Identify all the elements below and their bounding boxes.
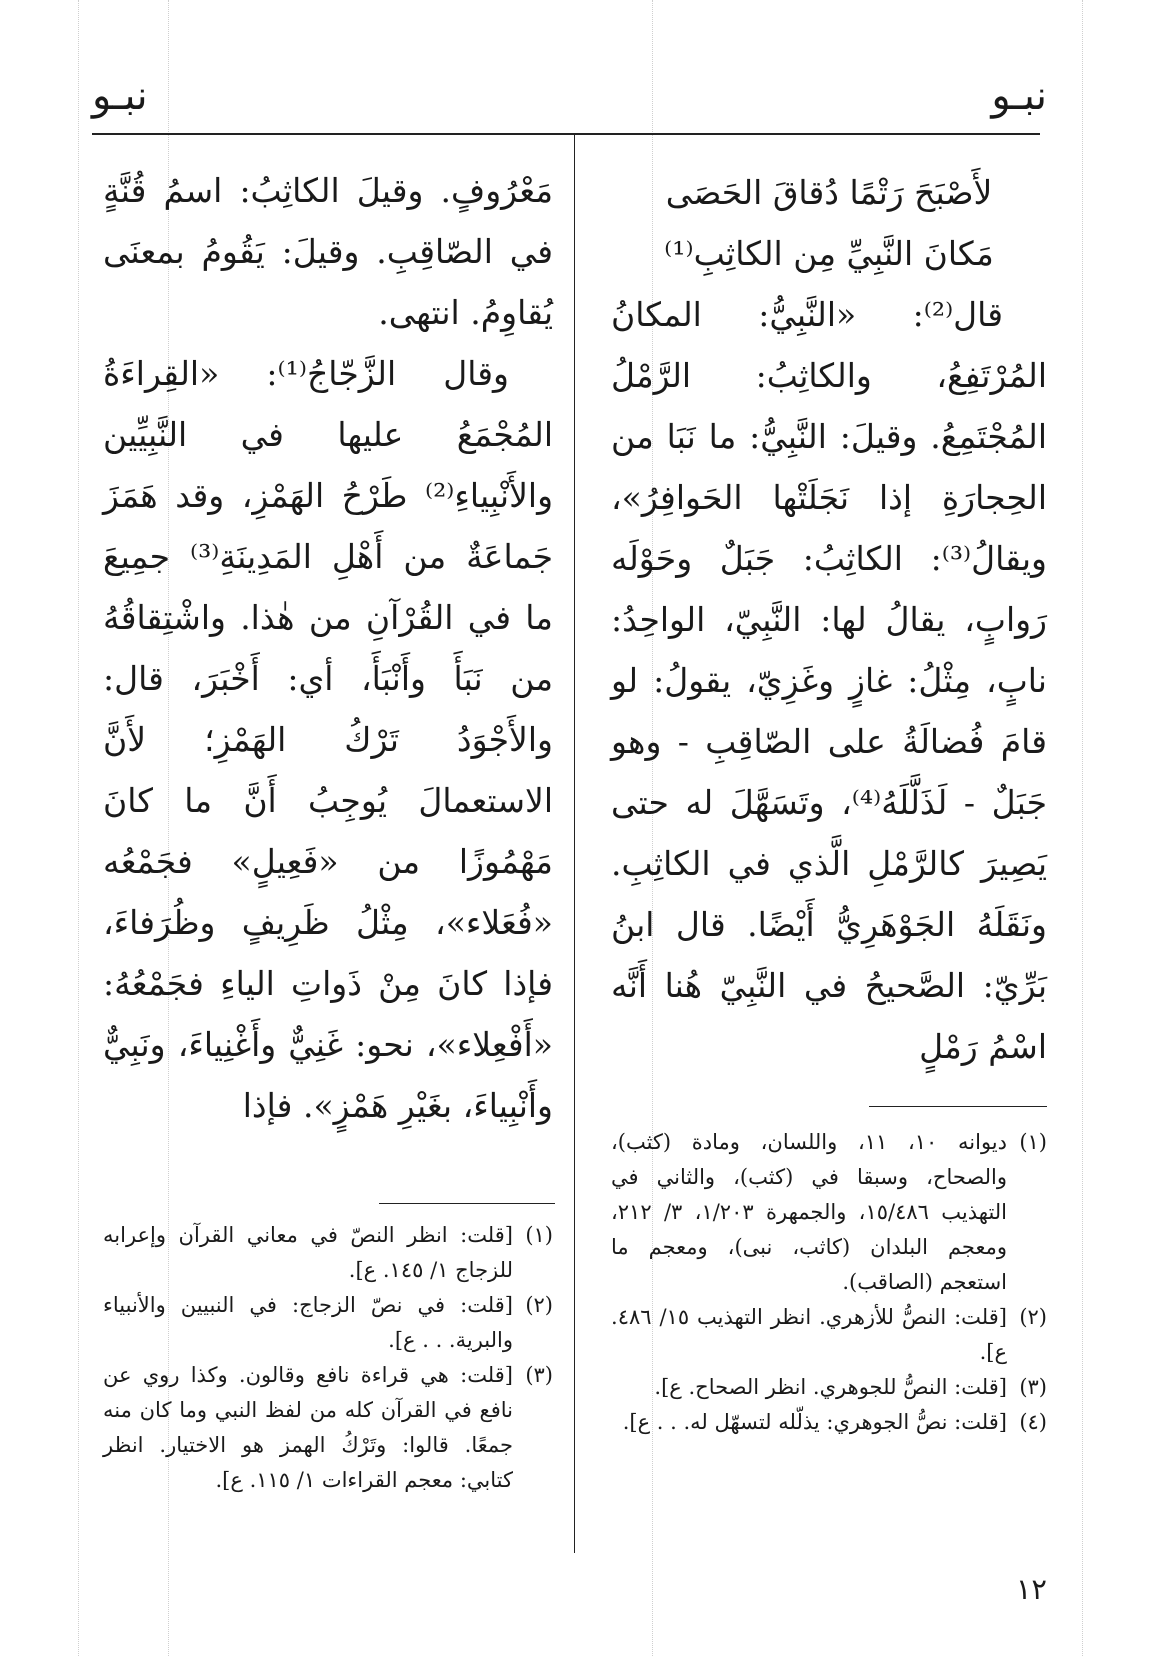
footnote [611, 1405, 1047, 1440]
body-paragraph: وقال الزَّجّاجُ⁽¹⁾: «القِراءَةُ المُجْمَعُ عليها في النَّبِيِّين والأَنْبِياءِ⁽²⁾ طَرْحُ الهَمْزِ، وقد هَمَزَ جَماعَةٌ من أَهْلِ المَدِينَةِ⁽³⁾ جمِيعَ ما في القُرْآنِ من هٰذا. واشْتِقاقُهُ من نَبَأَ وأَنْبَأَ، أي: أَخْبَرَ، قال: والأَجْوَدُ تَرْكُ الهَمْزِ؛ لأَنَّ الاستعمالَ يُوجِبُ أَنَّ ما كانَ مَهْمُوزًا من «فَعِيلٍ» فجَمْعُه «فُعَلاء»، مِثْلُ ظَرِيفٍ وظُرَفاءَ، فإذا كانَ مِنْ ذَواتِ الياءِ فجَمْعُهُ: «أَفْعِلاء»، نحو: غَنِيٌّ وأَغْنِياءَ، ونَبِيٌّ وأَنْبِياءَ، بغَيْرِ هَمْزٍ». فإذا [103, 354, 553, 1125]
column-divider [574, 133, 575, 1553]
footnote-number: (٣) [1019, 1375, 1047, 1399]
footnotes-left [103, 1218, 553, 1498]
page-number: ١٢ [1015, 1572, 1047, 1606]
running-title-left: نبـو [92, 73, 148, 119]
footnote-separator [869, 1106, 1047, 1107]
left-column [103, 160, 553, 1136]
verse-line: مَكانَ النَّبِيِّ مِن الكاثِبِ⁽¹⁾ [664, 234, 994, 273]
footnote-text: [قلت: هي قراءة نافع وقالون. وكذا روي عن نافع في القرآن كله من لفظ النبي وما كان منه جمعًا. قالوا: وتَرْكُ الهمز هو الاختيار. انظر كتابي: معجم القراءات ١/ ١١٥. ع]. [103, 1363, 513, 1492]
footnote [103, 1288, 553, 1358]
scan-guide-line [1082, 0, 1083, 1656]
footnote-text: [قلت: النصُّ للجوهري. انظر الصحاح. ع]. [654, 1375, 1007, 1399]
right-column [611, 162, 1047, 1077]
footnote [611, 1125, 1047, 1300]
running-title-right: نبـو [991, 73, 1047, 119]
footnote-number: (١) [525, 1223, 553, 1247]
scan-guide-line [78, 0, 79, 1656]
footnote-text: [قلت: نصُّ الجوهري: يذلّله لتسهّل له. . . ع]. [622, 1410, 1007, 1434]
footnote [611, 1370, 1047, 1405]
footnote-text: ديوانه ١٠، ١١، واللسان، ومادة (كثب)، والصحاح، وسبقا في (كثب)، والثاني في التهذيب ١٥/٤٨٦، والجمهرة ١/٢٠٣، ٣/ ٢١٢، ومعجم البلدان (كاثب، نبى)، ومعجم ما استعجم (الصاقب). [611, 1130, 1008, 1294]
footnote-number: (٢) [1019, 1305, 1047, 1329]
footnote-text: [قلت: انظر النصّ في معاني القرآن وإعرابه للزجاج ١/ ١٤٥. ع]. [103, 1223, 513, 1282]
footnote [103, 1358, 553, 1498]
footnote-text: [قلت: النصُّ للأزهري. انظر التهذيب ١٥/ ٤٨٦. ع]. [611, 1305, 1007, 1364]
footnote-number: (٢) [525, 1293, 553, 1317]
body-paragraph: مَعْرُوفٍ. وقيلَ الكاثِبُ: اسمُ قُنَّةٍ في الصّاقِبِ. وقيلَ: يَقُومُ بمعنَى يُقاوِمُ. انتهى. [103, 171, 553, 332]
footnotes-right [611, 1125, 1047, 1440]
footnote-number: (٤) [1019, 1410, 1047, 1434]
footnote [103, 1218, 553, 1288]
body-paragraph: قال⁽²⁾: «النَّبِيُّ: المكانُ المُرْتَفِعُ، والكاثِبُ: الرَّمْلُ المُجْتَمِعُ. وقيلَ: النَّبِيُّ: ما نَبَا من الحِجارَةِ إذا نَجَلَتْها الحَوافِرُ»، ويقالُ⁽³⁾: الكاثِبُ: جَبَلٌ وحَوْلَه رَوابٍ، يقالُ لها: النَّبِيّ، الواحِدُ: نابٍ، مِثْلُ: غازٍ وغَزِيّ، يقولُ: لو قامَ فُضالَةُ على الصّاقِبِ - وهو جَبَلٌ - لَذَلَّلَهُ⁽⁴⁾، وتَسَهَّلَ له حتى يَصِيرَ كالرَّمْلِ الَّذي في الكاثِبِ. ونَقَلَهُ الجَوْهَرِيُّ أَيْضًا. قال ابنُ بَرِّيّ: الصَّحيحُ في النَّبِيّ هُنا أَنَّه اسْمُ رَمْلٍ [611, 295, 1047, 1066]
footnote-number: (٣) [525, 1363, 553, 1387]
footnote-number: (١) [1019, 1130, 1047, 1154]
verse-line: لأَصْبَحَ رَتْمًا دُقاقَ الحَصَى [665, 173, 993, 212]
footnote-separator [379, 1203, 555, 1204]
footnote [611, 1300, 1047, 1370]
footnote-text: [قلت: في نصّ الزجاج: في النبيين والأنبياء والبرية. . . ع]. [103, 1293, 513, 1352]
header-rule [92, 133, 1040, 135]
